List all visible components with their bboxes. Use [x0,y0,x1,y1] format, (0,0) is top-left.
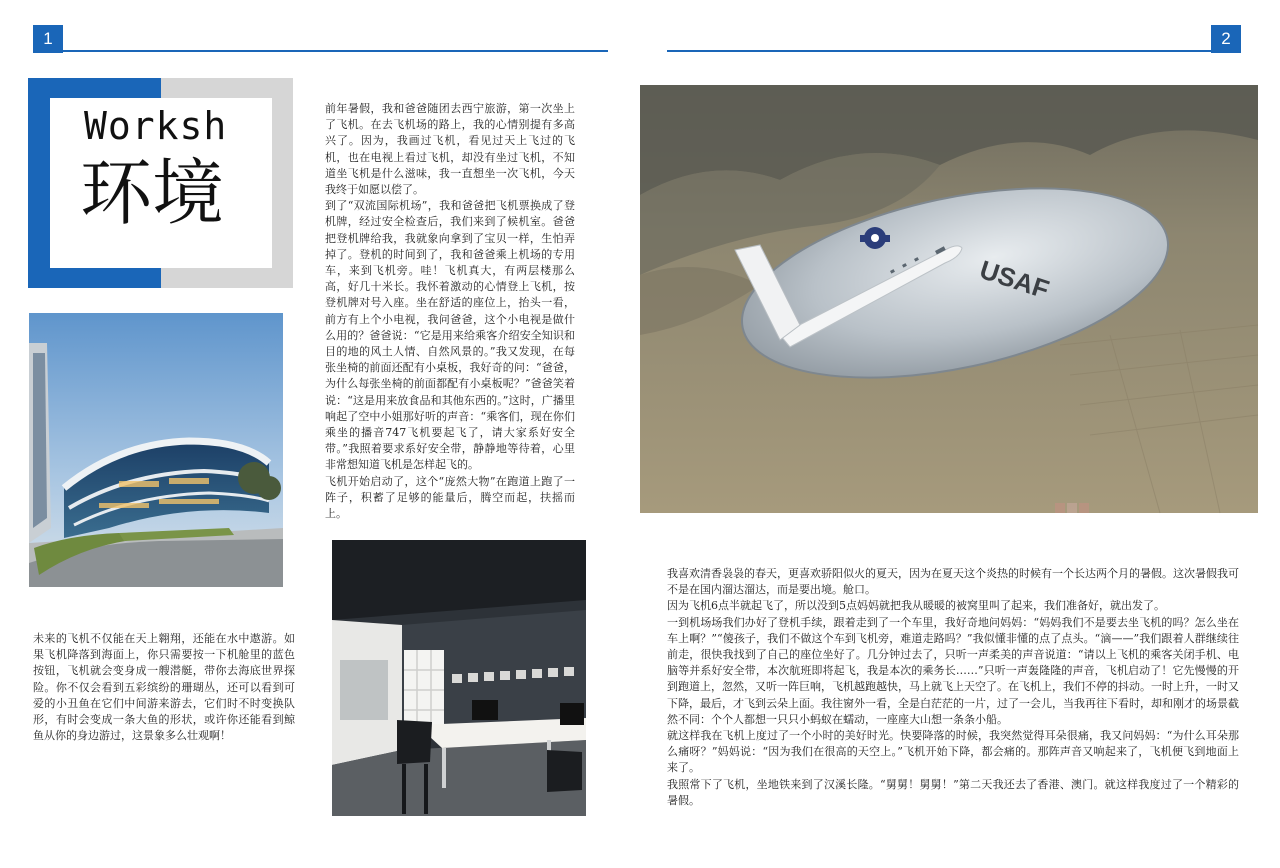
article-paragraph: 一到机场场我们办好了登机手续，跟着走到了一个车里，我好奇地问妈妈：“妈妈我们不是要去坐飞机的吗？怎么坐在车上啊？”“傻孩子，我们不做这个车到飞机旁，难道走路吗？”我似懂非懂的点了点头。“滴——”我们跟着人群继续往前走，很快我找到了自己的座位坐好了。几分钟过去了，只听一声柔美的声音说道：“请以上飞机的乘客关闭手机、电脑等并系好安全带，本次航班即将起飞，我是本次的乘务长……”只听一声轰隆隆的声音，飞机启动了！它先慢慢的开到跑道上，忽然，又听一阵巨响，飞机越跑越快，马上就飞上天空了。在飞机上，我们不停的抖动。一时上升，一时又下降，最后，才飞到云朵上面。我往窗外一看，全是白茫茫的一片，过了一会儿，当我再往下看时，却和刚才的场景截然不同：个个人都想一只只小蚂蚁在蠕动，一座座大山想一条条小船。 [667,615,1239,726]
title-latin: Worksh [84,104,228,148]
header-rule-left [63,50,608,52]
title-cjk: 环境 [80,151,225,235]
article-paragraph: 到了“双流国际机场”，我和爸爸把飞机票换成了登机牌，经过安全检查后，我们来到了候机室。爸爸把登机牌给我，我就象向拿到了宝贝一样，生怕弄掉了。登机的时间到了，我和爸爸乘上机场的专用车，来到飞机旁。哇！飞机真大，有两层楼那么高，好几十米长。我怀着激动的心情登上飞机，按登机牌对号入座。坐在舒适的座位上，抬头一看，前方有上个小电视，我问爸爸，这个小电视是做什么用的？爸爸说：“它是用来给乘客介绍安全知识和目的地的风土人情、自然风景的。”我又发现，在每张坐椅的前面还配有小桌板，我好奇的问：“爸爸，为什么每张坐椅的前面都配有小桌板呢？”爸爸笑着说：“这是用来放食品和其他东西的。”这时，广播里响起了空中小姐那好听的声音：“乘客们，现在你们乘坐的播音747飞机要起飞了，请大家系好安全带。”我照着要求系好安全带，静静地等待着，心里非常想知道飞机是怎样起飞的。 [325,199,575,472]
article-paragraph: 我照常下了飞机，坐地铁来到了汉溪长隆。“舅舅！舅舅！”第二天我还去了香港、澳门。就这样我度过了一个精彩的暑假。 [667,777,1239,807]
article-left-column [325,101,575,521]
aircraft-marking: USAF [976,254,1053,305]
article-paragraph: 我喜欢清香袅袅的春天，更喜欢骄阳似火的夏天，因为在夏天这个炎热的时候有一个长达两个月的暑假。这次暑假我可不是在国内溜达溜达，而是要出境。舱口。 [667,567,1239,597]
office-photo [332,540,586,816]
header-rule-right [667,50,1212,52]
article-paragraph: 飞机开始启动了，这个“庞然大物”在跑道上跑了一阵子，积蓄了足够的能量后，腾空而起，扶摇而上。 [325,474,575,521]
article-paragraph: 就这样我在飞机上度过了一个小时的美好时光。快要降落的时候，我突然觉得耳朵很痛，我又问妈妈：“为什么耳朵那么痛呀？”妈妈说：“因为我们在很高的天空上。”飞机开始下降，都会痛的。那阵声音又响起来了，飞机便飞到地面上来了。 [667,729,1239,775]
article-paragraph: 因为飞机6点半就起飞了，所以没到5点妈妈就把我从暖暖的被窝里叫了起来，我们准备好，就出发了。 [667,599,1165,613]
article-paragraph: 未来的飞机不仅能在天上翱翔，还能在水中遨游。如果飞机降落到海面上，你只需要按一下机舱里的蓝色按钮，飞机就会变身成一艘潜艇，带你去海底世界探险。你不仅会看到五彩缤纷的珊瑚丛，还可以看到可爱的小丑鱼在它们中间游来游去，它们时不时变换队形，有时会变成一条大鱼的形状，或许你还能看到鲸鱼从你的身边游过，这景象多么壮观啊！ [33,632,295,743]
page-number-right: 2 [1211,25,1241,53]
page-number-left: 1 [33,25,63,53]
article-bottom-left [33,631,295,751]
building-photo [29,313,283,587]
title-box [50,98,272,268]
article-paragraph: 前年暑假，我和爸爸随团去西宁旅游，第一次坐上了飞机。在去飞机场的路上，我的心情别提有多高兴了。因为，我画过飞机，看见过天上飞过的飞机，也在电视上看过飞机，却没有坐过飞机，不知道坐飞机是什么滋味，我一直想坐一次飞机，今天我终于如愿以偿了。 [325,102,575,197]
aircraft-photo [640,85,1258,513]
article-right [667,566,1239,810]
